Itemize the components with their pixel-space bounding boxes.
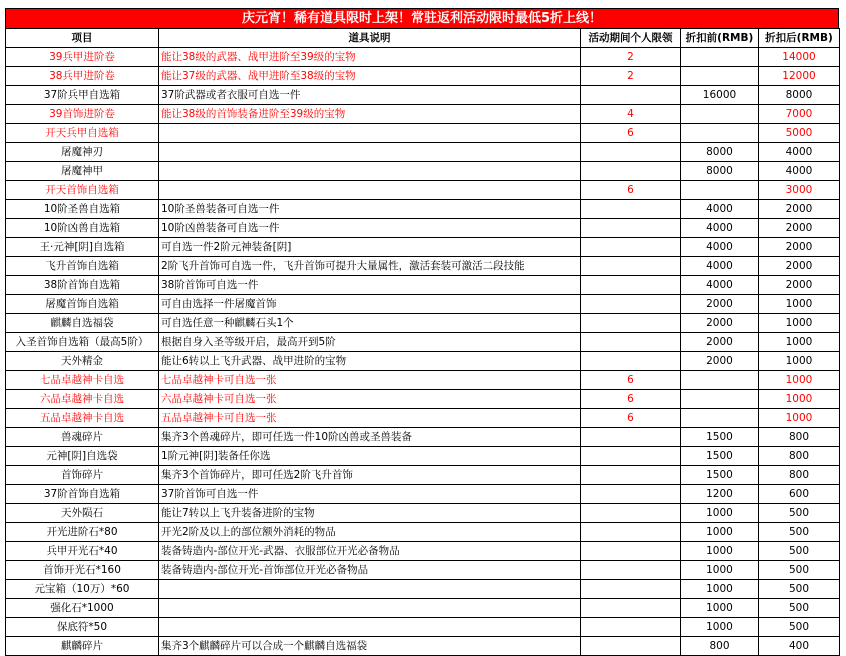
item-name-cell: 入圣首饰自选箱（最高5阶） bbox=[6, 333, 159, 352]
item-limit-cell: 2 bbox=[581, 67, 681, 86]
item-description-cell: 1阶元神[阴]装备任你选 bbox=[159, 447, 581, 466]
item-name-cell: 麒麟碎片 bbox=[6, 637, 159, 656]
item-description-cell bbox=[159, 580, 581, 599]
item-limit-cell bbox=[581, 352, 681, 371]
price-after-cell: 4000 bbox=[759, 143, 840, 162]
table-row bbox=[6, 276, 840, 295]
item-limit-cell bbox=[581, 447, 681, 466]
item-limit-cell bbox=[581, 219, 681, 238]
item-limit-cell: 6 bbox=[581, 409, 681, 428]
price-before-cell bbox=[681, 105, 759, 124]
price-after-cell: 1000 bbox=[759, 371, 840, 390]
price-after-cell: 5000 bbox=[759, 124, 840, 143]
item-name-cell: 首饰碎片 bbox=[6, 466, 159, 485]
item-name-cell: 强化石*1000 bbox=[6, 599, 159, 618]
item-limit-cell: 6 bbox=[581, 371, 681, 390]
item-description-cell bbox=[159, 599, 581, 618]
price-after-cell: 800 bbox=[759, 447, 840, 466]
price-after-cell: 500 bbox=[759, 504, 840, 523]
price-before-cell bbox=[681, 409, 759, 428]
item-limit-cell bbox=[581, 485, 681, 504]
item-price-table bbox=[5, 28, 840, 656]
price-after-cell: 8000 bbox=[759, 86, 840, 105]
price-after-cell: 1000 bbox=[759, 295, 840, 314]
price-before-cell: 8000 bbox=[681, 143, 759, 162]
price-before-cell: 2000 bbox=[681, 352, 759, 371]
price-before-cell: 4000 bbox=[681, 219, 759, 238]
price-after-cell: 500 bbox=[759, 561, 840, 580]
header-price-after: 折扣后(RMB) bbox=[759, 29, 840, 48]
item-description-cell: 可自由选择一件屠魔首饰 bbox=[159, 295, 581, 314]
header-limit: 活动期间个人限领 bbox=[581, 29, 681, 48]
table-row bbox=[6, 333, 840, 352]
item-name-cell: 10阶凶兽自选箱 bbox=[6, 219, 159, 238]
item-name-cell: 38兵甲进阶卷 bbox=[6, 67, 159, 86]
item-description-cell bbox=[159, 181, 581, 200]
item-limit-cell bbox=[581, 295, 681, 314]
item-description-cell: 开光2阶及以上的部位额外消耗的物品 bbox=[159, 523, 581, 542]
price-before-cell: 2000 bbox=[681, 295, 759, 314]
item-limit-cell bbox=[581, 333, 681, 352]
item-description-cell: 能让6转以上飞升武器、战甲进阶的宝物 bbox=[159, 352, 581, 371]
item-description-cell bbox=[159, 162, 581, 181]
price-after-cell: 500 bbox=[759, 580, 840, 599]
item-name-cell: 五品卓越神卡自选 bbox=[6, 409, 159, 428]
price-after-cell: 500 bbox=[759, 542, 840, 561]
item-limit-cell bbox=[581, 428, 681, 447]
table-row bbox=[6, 105, 840, 124]
item-limit-cell bbox=[581, 580, 681, 599]
price-before-cell: 1000 bbox=[681, 580, 759, 599]
price-after-cell: 400 bbox=[759, 637, 840, 656]
promo-price-sheet bbox=[5, 8, 839, 656]
item-limit-cell bbox=[581, 523, 681, 542]
price-before-cell: 4000 bbox=[681, 276, 759, 295]
price-after-cell: 2000 bbox=[759, 219, 840, 238]
item-description-cell: 根据自身入圣等级开启，最高开到5阶 bbox=[159, 333, 581, 352]
item-name-cell: 兵甲开光石*40 bbox=[6, 542, 159, 561]
item-description-cell: 能让7转以上飞升装备进阶的宝物 bbox=[159, 504, 581, 523]
price-before-cell: 16000 bbox=[681, 86, 759, 105]
item-name-cell: 天外陨石 bbox=[6, 504, 159, 523]
item-name-cell: 开光进阶石*80 bbox=[6, 523, 159, 542]
price-before-cell: 1000 bbox=[681, 523, 759, 542]
item-name-cell: 保底符*50 bbox=[6, 618, 159, 637]
item-name-cell: 麒麟自选福袋 bbox=[6, 314, 159, 333]
price-after-cell: 1000 bbox=[759, 333, 840, 352]
item-name-cell: 开天兵甲自选箱 bbox=[6, 124, 159, 143]
item-limit-cell: 2 bbox=[581, 48, 681, 67]
item-name-cell: 首饰开光石*160 bbox=[6, 561, 159, 580]
price-before-cell: 1200 bbox=[681, 485, 759, 504]
table-row bbox=[6, 599, 840, 618]
table-row bbox=[6, 447, 840, 466]
item-description-cell: 2阶飞升首饰可自选一件，飞升首饰可提升大量属性，激活套装可激活二段技能 bbox=[159, 257, 581, 276]
item-description-cell: 集齐3个麒麟碎片可以合成一个麒麟自选福袋 bbox=[159, 637, 581, 656]
table-row bbox=[6, 637, 840, 656]
price-after-cell: 800 bbox=[759, 466, 840, 485]
item-limit-cell: 6 bbox=[581, 124, 681, 143]
price-before-cell: 800 bbox=[681, 637, 759, 656]
price-after-cell: 2000 bbox=[759, 238, 840, 257]
item-limit-cell bbox=[581, 276, 681, 295]
table-row bbox=[6, 466, 840, 485]
item-description-cell: 可自选一件2阶元神装备[阴] bbox=[159, 238, 581, 257]
item-name-cell: 38阶首饰自选箱 bbox=[6, 276, 159, 295]
item-limit-cell bbox=[581, 599, 681, 618]
item-description-cell: 集齐3个首饰碎片，即可任选2阶飞升首饰 bbox=[159, 466, 581, 485]
table-row bbox=[6, 67, 840, 86]
price-after-cell: 2000 bbox=[759, 276, 840, 295]
table-row bbox=[6, 48, 840, 67]
table-row bbox=[6, 257, 840, 276]
table-row bbox=[6, 371, 840, 390]
item-name-cell: 飞升首饰自选箱 bbox=[6, 257, 159, 276]
price-before-cell: 8000 bbox=[681, 162, 759, 181]
price-before-cell: 1000 bbox=[681, 504, 759, 523]
header-row bbox=[6, 29, 840, 48]
price-after-cell: 3000 bbox=[759, 181, 840, 200]
table-row bbox=[6, 580, 840, 599]
price-before-cell bbox=[681, 67, 759, 86]
item-description-cell: 七品卓越神卡可自选一张 bbox=[159, 371, 581, 390]
price-after-cell: 1000 bbox=[759, 352, 840, 371]
item-description-cell: 38阶首饰可自选一件 bbox=[159, 276, 581, 295]
price-after-cell: 1000 bbox=[759, 314, 840, 333]
table-row bbox=[6, 523, 840, 542]
item-description-cell: 10阶圣兽装备可自选一件 bbox=[159, 200, 581, 219]
item-name-cell: 元神[阴]自选袋 bbox=[6, 447, 159, 466]
price-before-cell bbox=[681, 181, 759, 200]
table-row bbox=[6, 561, 840, 580]
table-row bbox=[6, 219, 840, 238]
item-name-cell: 元宝箱（10万）*60 bbox=[6, 580, 159, 599]
item-name-cell: 37阶首饰自选箱 bbox=[6, 485, 159, 504]
item-name-cell: 10阶圣兽自选箱 bbox=[6, 200, 159, 219]
table-row bbox=[6, 200, 840, 219]
price-after-cell: 2000 bbox=[759, 257, 840, 276]
price-before-cell: 2000 bbox=[681, 333, 759, 352]
table-row bbox=[6, 428, 840, 447]
item-description-cell: 10阶凶兽装备可自选一件 bbox=[159, 219, 581, 238]
item-limit-cell: 4 bbox=[581, 105, 681, 124]
item-description-cell: 装备铸造内-部位开光-武器、衣服部位开光必备物品 bbox=[159, 542, 581, 561]
price-before-cell: 2000 bbox=[681, 314, 759, 333]
price-after-cell: 4000 bbox=[759, 162, 840, 181]
header-description: 道具说明 bbox=[159, 29, 581, 48]
item-name-cell: 王·元神[阴]自选箱 bbox=[6, 238, 159, 257]
price-after-cell: 2000 bbox=[759, 200, 840, 219]
item-description-cell bbox=[159, 124, 581, 143]
price-before-cell: 4000 bbox=[681, 238, 759, 257]
price-after-cell: 500 bbox=[759, 523, 840, 542]
item-name-cell: 屠魔神甲 bbox=[6, 162, 159, 181]
table-row bbox=[6, 352, 840, 371]
price-before-cell: 1500 bbox=[681, 428, 759, 447]
table-row bbox=[6, 504, 840, 523]
table-row bbox=[6, 390, 840, 409]
item-description-cell: 37阶武器或者衣服可自选一件 bbox=[159, 86, 581, 105]
price-after-cell: 800 bbox=[759, 428, 840, 447]
item-description-cell: 六品卓越神卡可自选一张 bbox=[159, 390, 581, 409]
item-limit-cell bbox=[581, 618, 681, 637]
table-row bbox=[6, 162, 840, 181]
item-name-cell: 37阶兵甲自选箱 bbox=[6, 86, 159, 105]
item-name-cell: 39兵甲进阶卷 bbox=[6, 48, 159, 67]
item-name-cell: 兽魂碎片 bbox=[6, 428, 159, 447]
item-limit-cell bbox=[581, 238, 681, 257]
item-description-cell: 能让38级的首饰装备进阶至39级的宝物 bbox=[159, 105, 581, 124]
table-row bbox=[6, 124, 840, 143]
header-item: 项目 bbox=[6, 29, 159, 48]
table-row bbox=[6, 542, 840, 561]
price-before-cell bbox=[681, 124, 759, 143]
item-description-cell bbox=[159, 618, 581, 637]
price-before-cell bbox=[681, 371, 759, 390]
price-after-cell: 12000 bbox=[759, 67, 840, 86]
price-after-cell: 1000 bbox=[759, 409, 840, 428]
item-limit-cell bbox=[581, 314, 681, 333]
table-row bbox=[6, 181, 840, 200]
price-after-cell: 500 bbox=[759, 599, 840, 618]
item-limit-cell bbox=[581, 86, 681, 105]
item-limit-cell bbox=[581, 542, 681, 561]
table-row bbox=[6, 314, 840, 333]
item-limit-cell bbox=[581, 200, 681, 219]
item-description-cell: 能让37级的武器、战甲进阶至38级的宝物 bbox=[159, 67, 581, 86]
price-after-cell: 1000 bbox=[759, 390, 840, 409]
table-row bbox=[6, 485, 840, 504]
item-description-cell: 能让38级的武器、战甲进阶至39级的宝物 bbox=[159, 48, 581, 67]
price-before-cell bbox=[681, 48, 759, 67]
item-name-cell: 六品卓越神卡自选 bbox=[6, 390, 159, 409]
item-description-cell: 五品卓越神卡可自选一张 bbox=[159, 409, 581, 428]
table-row bbox=[6, 143, 840, 162]
item-limit-cell bbox=[581, 257, 681, 276]
header-price-before: 折扣前(RMB) bbox=[681, 29, 759, 48]
item-limit-cell bbox=[581, 561, 681, 580]
item-limit-cell bbox=[581, 466, 681, 485]
price-before-cell: 1000 bbox=[681, 542, 759, 561]
item-name-cell: 七品卓越神卡自选 bbox=[6, 371, 159, 390]
table-row bbox=[6, 295, 840, 314]
item-description-cell: 装备铸造内-部位开光-首饰部位开光必备物品 bbox=[159, 561, 581, 580]
price-after-cell: 600 bbox=[759, 485, 840, 504]
item-name-cell: 开天首饰自选箱 bbox=[6, 181, 159, 200]
item-name-cell: 39首饰进阶卷 bbox=[6, 105, 159, 124]
price-before-cell: 1500 bbox=[681, 447, 759, 466]
item-limit-cell: 6 bbox=[581, 390, 681, 409]
price-after-cell: 500 bbox=[759, 618, 840, 637]
item-limit-cell bbox=[581, 637, 681, 656]
price-before-cell: 4000 bbox=[681, 200, 759, 219]
price-before-cell: 1500 bbox=[681, 466, 759, 485]
price-before-cell: 1000 bbox=[681, 618, 759, 637]
item-limit-cell bbox=[581, 504, 681, 523]
item-name-cell: 天外精金 bbox=[6, 352, 159, 371]
item-description-cell: 37阶首饰可自选一件 bbox=[159, 485, 581, 504]
price-before-cell bbox=[681, 390, 759, 409]
item-description-cell bbox=[159, 143, 581, 162]
item-description-cell: 集齐3个兽魂碎片，即可任选一件10阶凶兽或圣兽装备 bbox=[159, 428, 581, 447]
item-name-cell: 屠魔神刃 bbox=[6, 143, 159, 162]
table-row bbox=[6, 409, 840, 428]
table-row bbox=[6, 86, 840, 105]
table-row bbox=[6, 238, 840, 257]
item-limit-cell bbox=[581, 162, 681, 181]
item-limit-cell bbox=[581, 143, 681, 162]
promo-banner: 庆元宵！稀有道具限时上架！常驻返利活动限时最低5折上线！ bbox=[5, 8, 839, 28]
item-limit-cell: 6 bbox=[581, 181, 681, 200]
price-before-cell: 1000 bbox=[681, 561, 759, 580]
item-name-cell: 屠魔首饰自选箱 bbox=[6, 295, 159, 314]
price-after-cell: 14000 bbox=[759, 48, 840, 67]
price-before-cell: 4000 bbox=[681, 257, 759, 276]
item-description-cell: 可自选任意一种麒麟石头1个 bbox=[159, 314, 581, 333]
price-before-cell: 1000 bbox=[681, 599, 759, 618]
price-after-cell: 7000 bbox=[759, 105, 840, 124]
table-row bbox=[6, 618, 840, 637]
